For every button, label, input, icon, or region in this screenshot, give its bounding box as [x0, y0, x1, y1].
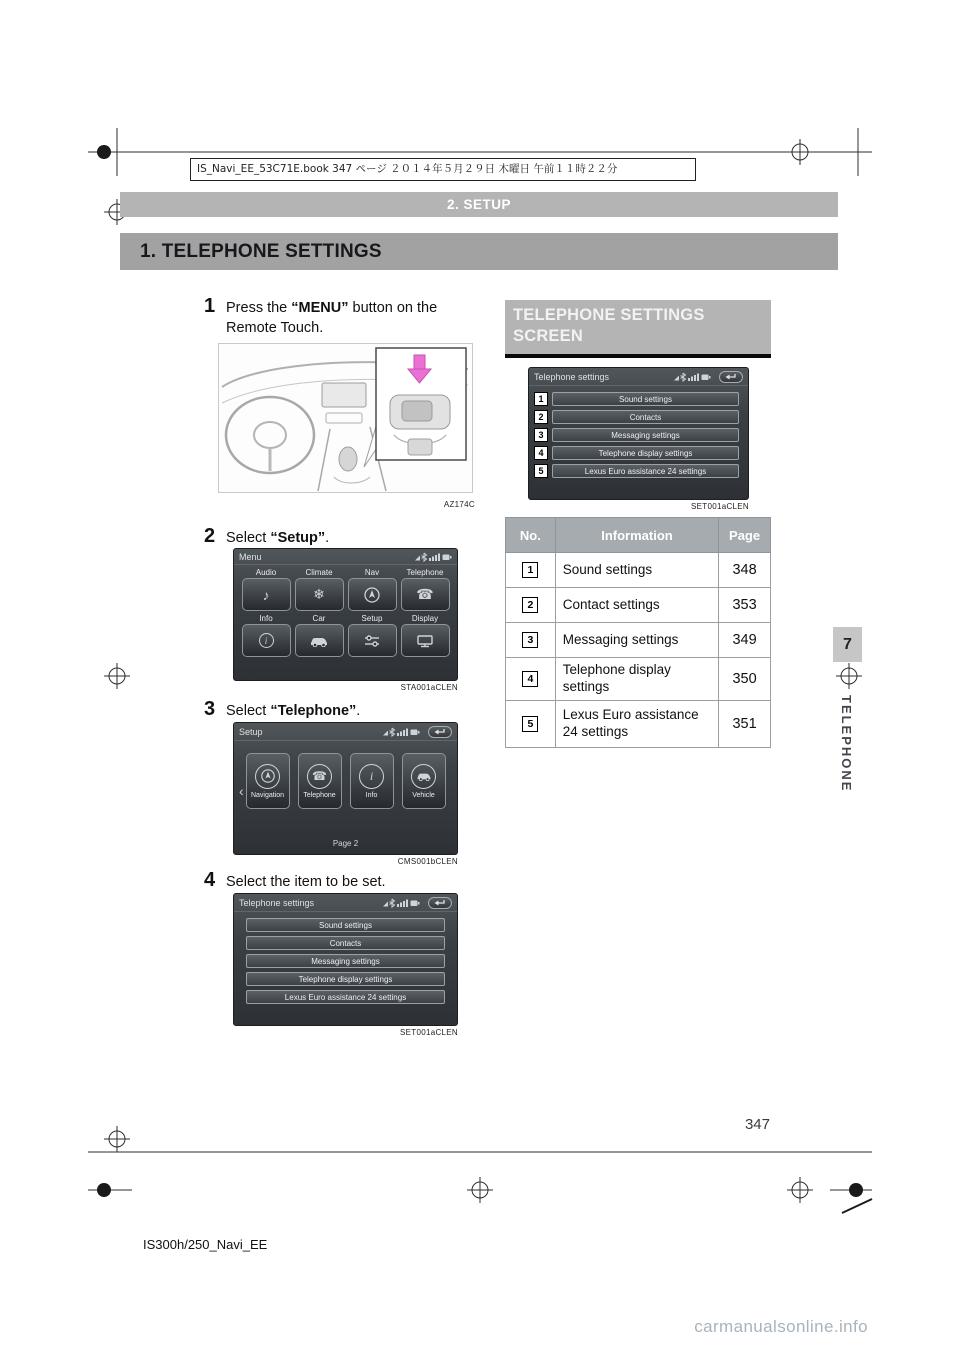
- step-2-number: 2: [204, 525, 216, 547]
- list-item: Contacts: [552, 410, 739, 424]
- menu-tile-display: Display: [401, 614, 450, 657]
- menu-tile-car: Car: [295, 614, 344, 657]
- step-4: [204, 870, 476, 892]
- step-1-text: Press the “MENU” button on the Remote Touch.: [226, 300, 438, 336]
- page-number: 347: [744, 1116, 770, 1133]
- return-arrow-icon: [428, 897, 452, 909]
- column-header-no: No.: [506, 518, 556, 553]
- list-item: Sound settings: [246, 918, 445, 932]
- bluetooth-icon: [422, 553, 427, 561]
- step-1: [204, 296, 476, 338]
- page-indicator: Page 2: [332, 839, 359, 848]
- menu-tile-telephone: Telephone ☎: [401, 568, 450, 611]
- row-number-badge: 2: [522, 597, 538, 613]
- screen-title: Menu: [239, 552, 262, 562]
- document-id: IS300h/250_Navi_EE: [143, 1237, 268, 1252]
- list-item: Lexus Euro assistance 24 settings: [246, 990, 445, 1004]
- row-number-badge: 1: [522, 562, 538, 578]
- table-row: 5 Lexus Euro assistance 24 settings 351: [506, 700, 771, 747]
- wifi-icon: [415, 556, 420, 561]
- setup-tile-vehicle: Vehicle: [402, 753, 446, 809]
- compass-icon: [260, 768, 276, 784]
- snowflake-icon: ❄: [313, 586, 325, 602]
- figure-menu-screen: [233, 548, 458, 692]
- return-arrow-icon: [428, 726, 452, 738]
- callout-5: 5: [534, 464, 548, 478]
- car-icon: [309, 635, 329, 647]
- figure-dashboard: [218, 343, 475, 509]
- return-arrow-icon: [719, 371, 743, 383]
- step-4-number: 4: [204, 869, 216, 891]
- screen-title: Telephone settings: [239, 898, 315, 908]
- callout-2: 2: [534, 410, 548, 424]
- figure-setup-screen: [233, 722, 458, 866]
- page-left-chevron-icon: ‹: [239, 783, 244, 799]
- row-number-badge: 3: [522, 632, 538, 648]
- list-item: Messaging settings: [552, 428, 739, 442]
- menu-tile-nav: Nav: [348, 568, 397, 611]
- figure-caption: CMS001bCLEN: [397, 857, 458, 866]
- sliders-icon: [363, 634, 381, 648]
- music-note-icon: ♪: [262, 586, 270, 603]
- status-icons: [414, 552, 452, 562]
- table-row: 3 Messaging settings 349: [506, 623, 771, 658]
- row-number-badge: 4: [522, 671, 538, 687]
- setup-tile-telephone: ☎ Telephone: [298, 753, 342, 809]
- step-3-text: Select “Telephone”.: [226, 703, 361, 719]
- table-row: 4 Telephone display settings 350: [506, 658, 771, 701]
- menu-tile-info: Info i: [242, 614, 291, 657]
- table-header-row: [506, 518, 771, 553]
- column-header-information: Information: [555, 518, 718, 553]
- info-icon: i: [359, 764, 384, 789]
- dashboard-illustration: [218, 343, 473, 493]
- row-number-badge: 5: [522, 716, 538, 732]
- panel-heading: TELEPHONE SETTINGS SCREEN: [505, 300, 771, 358]
- step-3-number: 3: [204, 698, 216, 720]
- column-header-page: Page: [719, 518, 771, 553]
- car-icon: [416, 771, 432, 781]
- phone-icon: ☎: [307, 764, 332, 789]
- page-title-text: 1. TELEPHONE SETTINGS: [140, 240, 382, 262]
- step-1-number: 1: [204, 295, 216, 317]
- status-icons: [673, 372, 711, 382]
- list-item: Messaging settings: [246, 954, 445, 968]
- figure-telephone-settings-screen-callouts: [528, 367, 749, 511]
- menu-tile-audio: Audio ♪: [242, 568, 291, 611]
- print-proof-line: IS_Navi_EE_53C71E.book 347 ページ ２０１４年５月２９日 木曜日 午前１１時２２分: [190, 158, 696, 181]
- step-2-text: Select “Setup”.: [226, 530, 330, 546]
- table-row: 1 Sound settings 348: [506, 553, 771, 588]
- callout-4: 4: [534, 446, 548, 460]
- status-icons: [382, 898, 420, 908]
- list-item: Telephone display settings: [246, 972, 445, 986]
- list-item: Sound settings: [552, 392, 739, 406]
- screen-title: Telephone settings: [534, 372, 610, 382]
- chapter-tab-number: 7: [833, 627, 862, 662]
- section-header-bar: 2. SETUP: [120, 192, 838, 217]
- info-icon: i: [259, 633, 274, 648]
- watermark: carmanualsonline.info: [694, 1317, 868, 1336]
- step-4-text: Select the item to be set.: [226, 874, 386, 890]
- page-title: [120, 233, 838, 270]
- step-2: [204, 526, 476, 548]
- figure-caption: AZ174C: [443, 500, 475, 509]
- chapter-tab-label: TELEPHONE: [839, 695, 854, 793]
- callout-3: 3: [534, 428, 548, 442]
- figure-caption: STA001aCLEN: [400, 683, 458, 692]
- status-icons: [382, 727, 420, 737]
- settings-reference-table: [505, 517, 771, 748]
- figure-caption: SET001aCLEN: [691, 502, 749, 511]
- compass-icon: [363, 586, 381, 604]
- setup-tile-navigation: Navigation: [246, 753, 290, 809]
- step-3: [204, 699, 476, 721]
- battery-icon: [443, 555, 452, 561]
- signal-strength-icon: [429, 554, 440, 562]
- table-row: 2 Contact settings 353: [506, 588, 771, 623]
- monitor-icon: [416, 634, 434, 648]
- figure-telephone-settings-screen: [233, 893, 458, 1037]
- list-item: Lexus Euro assistance 24 settings: [552, 464, 739, 478]
- list-item: Contacts: [246, 936, 445, 950]
- list-item: Telephone display settings: [552, 446, 739, 460]
- callout-1: 1: [534, 392, 548, 406]
- figure-caption: SET001aCLEN: [400, 1028, 458, 1037]
- menu-tile-setup: Setup: [348, 614, 397, 657]
- setup-tile-info: i Info: [350, 753, 394, 809]
- phone-icon: ☎: [416, 586, 434, 602]
- menu-tile-climate: Climate ❄: [295, 568, 344, 611]
- screen-title: Setup: [239, 727, 263, 737]
